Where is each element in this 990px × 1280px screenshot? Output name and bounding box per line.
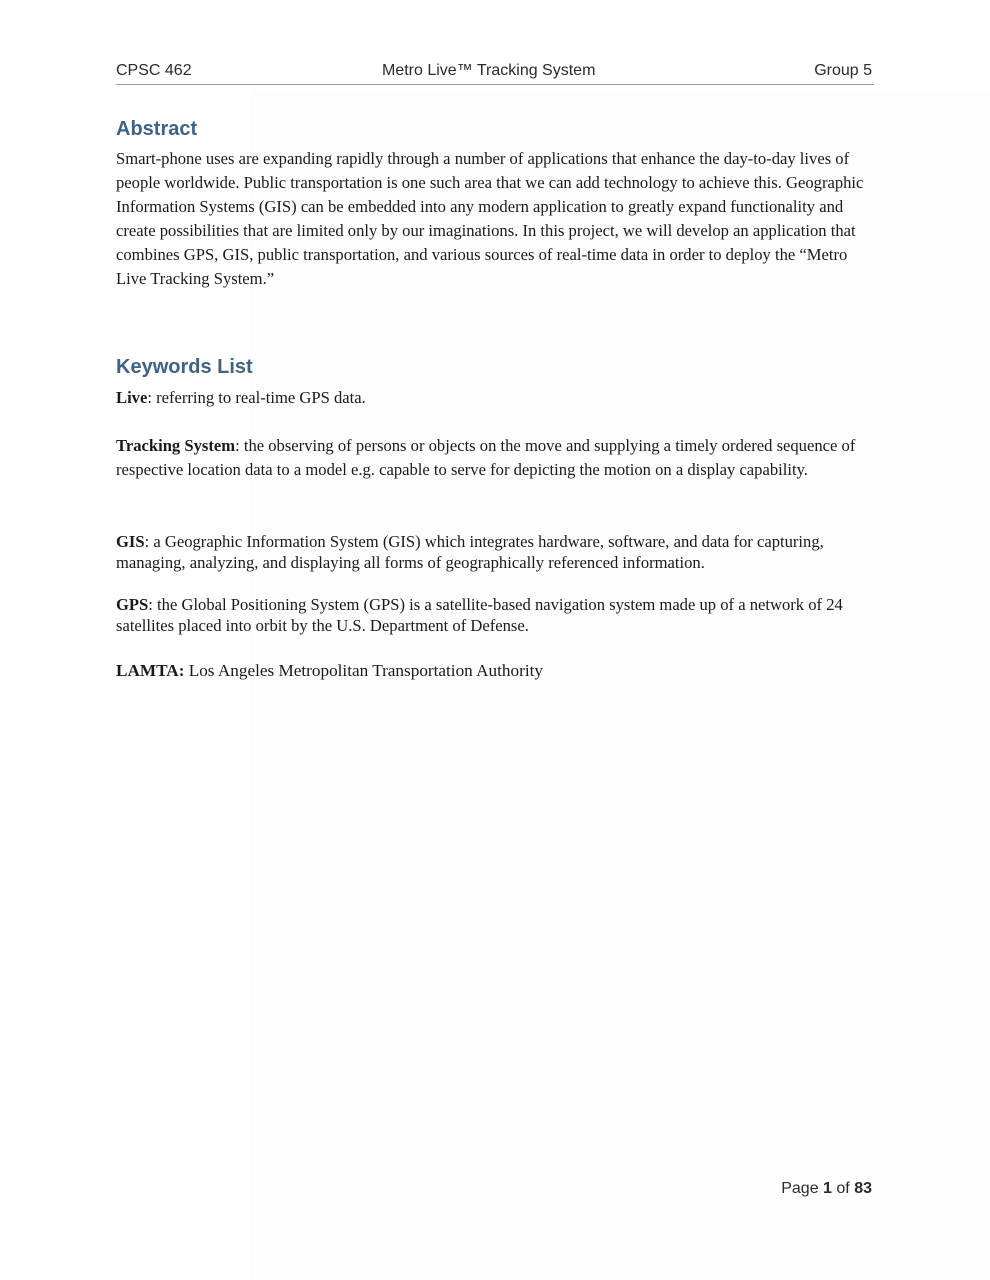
keyword-definition: Los Angeles Metropolitan Transportation Authority	[184, 661, 543, 680]
keyword-lamta	[116, 659, 874, 683]
keyword-term: GIS	[116, 532, 145, 551]
keyword-definition: : the Global Positioning System (GPS) is a satellite-based navigation system made up of a network of 24 satellites placed into orbit by the U.S. Department of Defense.	[116, 595, 843, 635]
keyword-definition: : a Geographic Information System (GIS) which integrates hardware, software, and data for capturing, managing, analyzing, and displaying all forms of geographically referenced information.	[116, 532, 824, 572]
page-footer	[781, 1180, 872, 1198]
abstract-body: Smart-phone uses are expanding rapidly through a number of applications that enhance the day-to-day lives of people worldwide. Public transportation is one such area that we can add technology to achieve this. Geographic Information Systems (GIS) can be embedded into any modern application to greatly expand functionality and create possibilities that are limited only by our imaginations. In this project, we will develop an application that combines GPS, GIS, public transportation, and various sources of real-time data in order to deploy the “Metro Live Tracking System.”	[116, 149, 864, 288]
keyword-gps	[116, 594, 874, 636]
keyword-term: Live	[116, 388, 148, 407]
keyword-live	[116, 386, 874, 410]
keyword-tracking-system	[116, 434, 874, 482]
total-pages: 83	[854, 1180, 872, 1197]
keyword-term: GPS	[116, 595, 149, 614]
keyword-term: LAMTA:	[116, 661, 185, 680]
keyword-definition: : the observing of persons or objects on the move and supplying a timely ordered sequence of respective location data to a model e.g. capable to serve for depicting the motion on a display capability.	[116, 436, 856, 479]
header-group: Group 5	[814, 62, 872, 79]
keywords-heading: Keywords List	[116, 356, 253, 378]
page-label: Page	[781, 1180, 819, 1197]
keyword-definition: : referring to real-time GPS data.	[147, 388, 366, 407]
keyword-term: Tracking System	[116, 436, 236, 455]
header-document-title: Metro Live™ Tracking System	[382, 62, 596, 79]
keyword-gis	[116, 531, 874, 573]
of-label: of	[836, 1180, 850, 1197]
header-course: CPSC 462	[116, 62, 192, 79]
page-number: 1	[823, 1180, 832, 1197]
page-header	[116, 60, 874, 85]
abstract-heading: Abstract	[116, 118, 198, 140]
